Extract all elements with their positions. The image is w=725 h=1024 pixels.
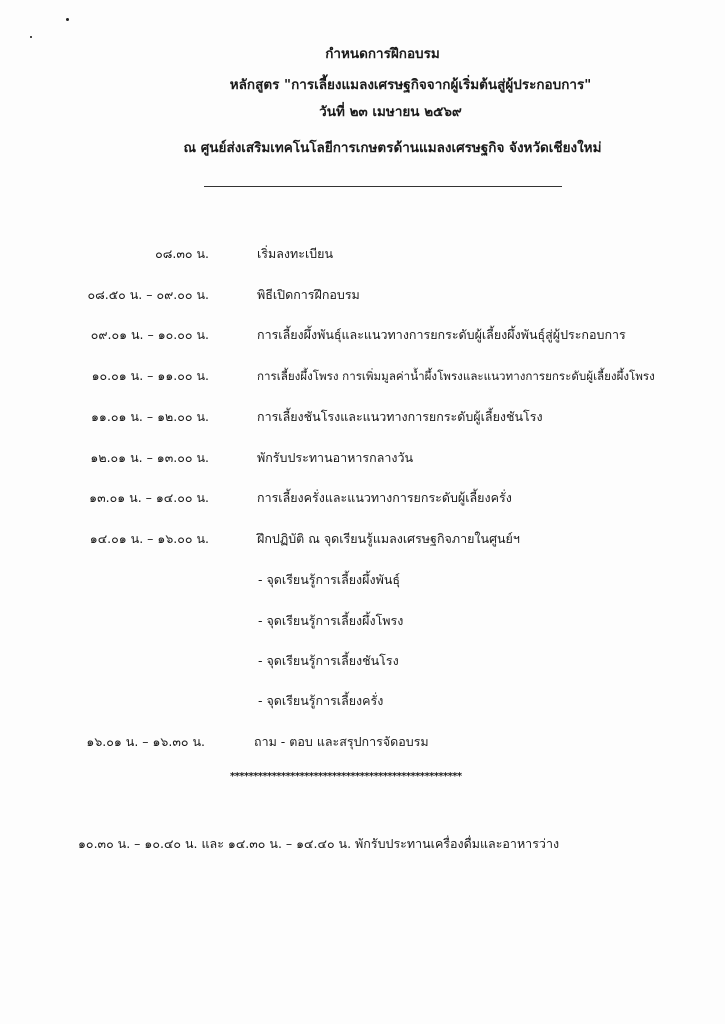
event-date: วันที่ ๒๓ เมษายน ๒๕๖๙ [319, 104, 462, 120]
learning-station-item: - จุดเรียนรู้การเลี้ยงชันโรง [258, 653, 399, 668]
schedule-time: ๐๘.๕๐ น. – ๐๙.๐๐ น. [87, 287, 209, 302]
document-title: กำหนดการฝึกอบรม [325, 46, 440, 62]
schedule-time: ๑๔.๐๑ น. – ๑๖.๐๐ น. [89, 531, 209, 546]
event-venue: ณ ศูนย์ส่งเสริมเทคโนโลยีการเกษตรด้านแมลงเศรษฐกิจ จังหวัดเชียงใหม่ [183, 140, 602, 156]
schedule-time: ๐๙.๐๑ น. – ๑๐.๐๐ น. [90, 327, 209, 342]
scan-speck [30, 36, 32, 38]
schedule-activity: ฝึกปฏิบัติ ณ จุดเรียนรู้แมลงเศรษฐกิจภายในศูนย์ฯ [257, 531, 520, 546]
schedule-activity: ถาม - ตอบ และสรุปการจัดอบรม [254, 734, 429, 749]
learning-station-item: - จุดเรียนรู้การเลี้ยงผึ้งพันธุ์ [258, 572, 400, 587]
schedule-activity: การเลี้ยงครั่งและแนวทางการยกระดับผู้เลี้ยงครั่ง [257, 490, 512, 505]
schedule-activity: การเลี้ยงผึ้งพันธุ์และแนวทางการยกระดับผู้เลี้ยงผึ้งพันธุ์สู่ผู้ประกอบการ [257, 327, 626, 342]
schedule-row [0, 487, 725, 509]
schedule-row [0, 284, 725, 306]
schedule-activity: พักรับประทานอาหารกลางวัน [257, 450, 414, 465]
schedule-time: ๑๒.๐๑ น. – ๑๓.๐๐ น. [90, 450, 209, 465]
schedule-activity: เริ่มลงทะเบียน [257, 246, 334, 261]
course-name: หลักสูตร "การเลี้ยงแมลงเศรษฐกิจจากผู้เริ่มต้นสู่ผู้ประกอบการ" [229, 77, 592, 93]
schedule-activity: พิธีเปิดการฝึกอบรม [257, 287, 360, 302]
schedule-activity: การเลี้ยงผึ้งโพรง การเพิ่มมูลค่าน้ำผึ้งโพรงและแนวทางการยกระดับผู้เลี้ยงผึ้งโพรง [257, 369, 655, 383]
schedule-row [0, 243, 725, 265]
break-note: ๑๐.๓๐ น. – ๑๐.๔๐ น. และ ๑๔.๓๐ น. – ๑๔.๔๐ น. พักรับประทานเครื่องดื่มและอาหารว่าง [78, 836, 560, 851]
schedule-row [0, 447, 725, 469]
schedule-time: ๑๐.๐๑ น. – ๑๑.๐๐ น. [91, 368, 209, 383]
schedule-row [0, 406, 725, 428]
learning-station-item: - จุดเรียนรู้การเลี้ยงครั่ง [258, 693, 384, 708]
schedule-row-closing [0, 731, 725, 753]
schedule-time: ๑๑.๐๑ น. – ๑๒.๐๐ น. [91, 409, 209, 424]
schedule-time: ๑๖.๐๑ น. – ๑๖.๓๐ น. [86, 734, 205, 749]
schedule-time: ๐๘.๓๐ น. [155, 246, 209, 261]
schedule-row [0, 324, 725, 346]
schedule-activity: การเลี้ยงชันโรงและแนวทางการยกระดับผู้เลี้ยงชันโรง [257, 409, 543, 424]
learning-station-item: - จุดเรียนรู้การเลี้ยงผึ้งโพรง [258, 613, 404, 628]
header-divider [204, 186, 562, 187]
schedule-row [0, 365, 725, 387]
asterisk-separator: ************************************************** [230, 771, 462, 782]
scan-speck [66, 18, 69, 21]
schedule-row [0, 528, 725, 550]
schedule-time: ๑๓.๐๑ น. – ๑๔.๐๐ น. [89, 490, 209, 505]
